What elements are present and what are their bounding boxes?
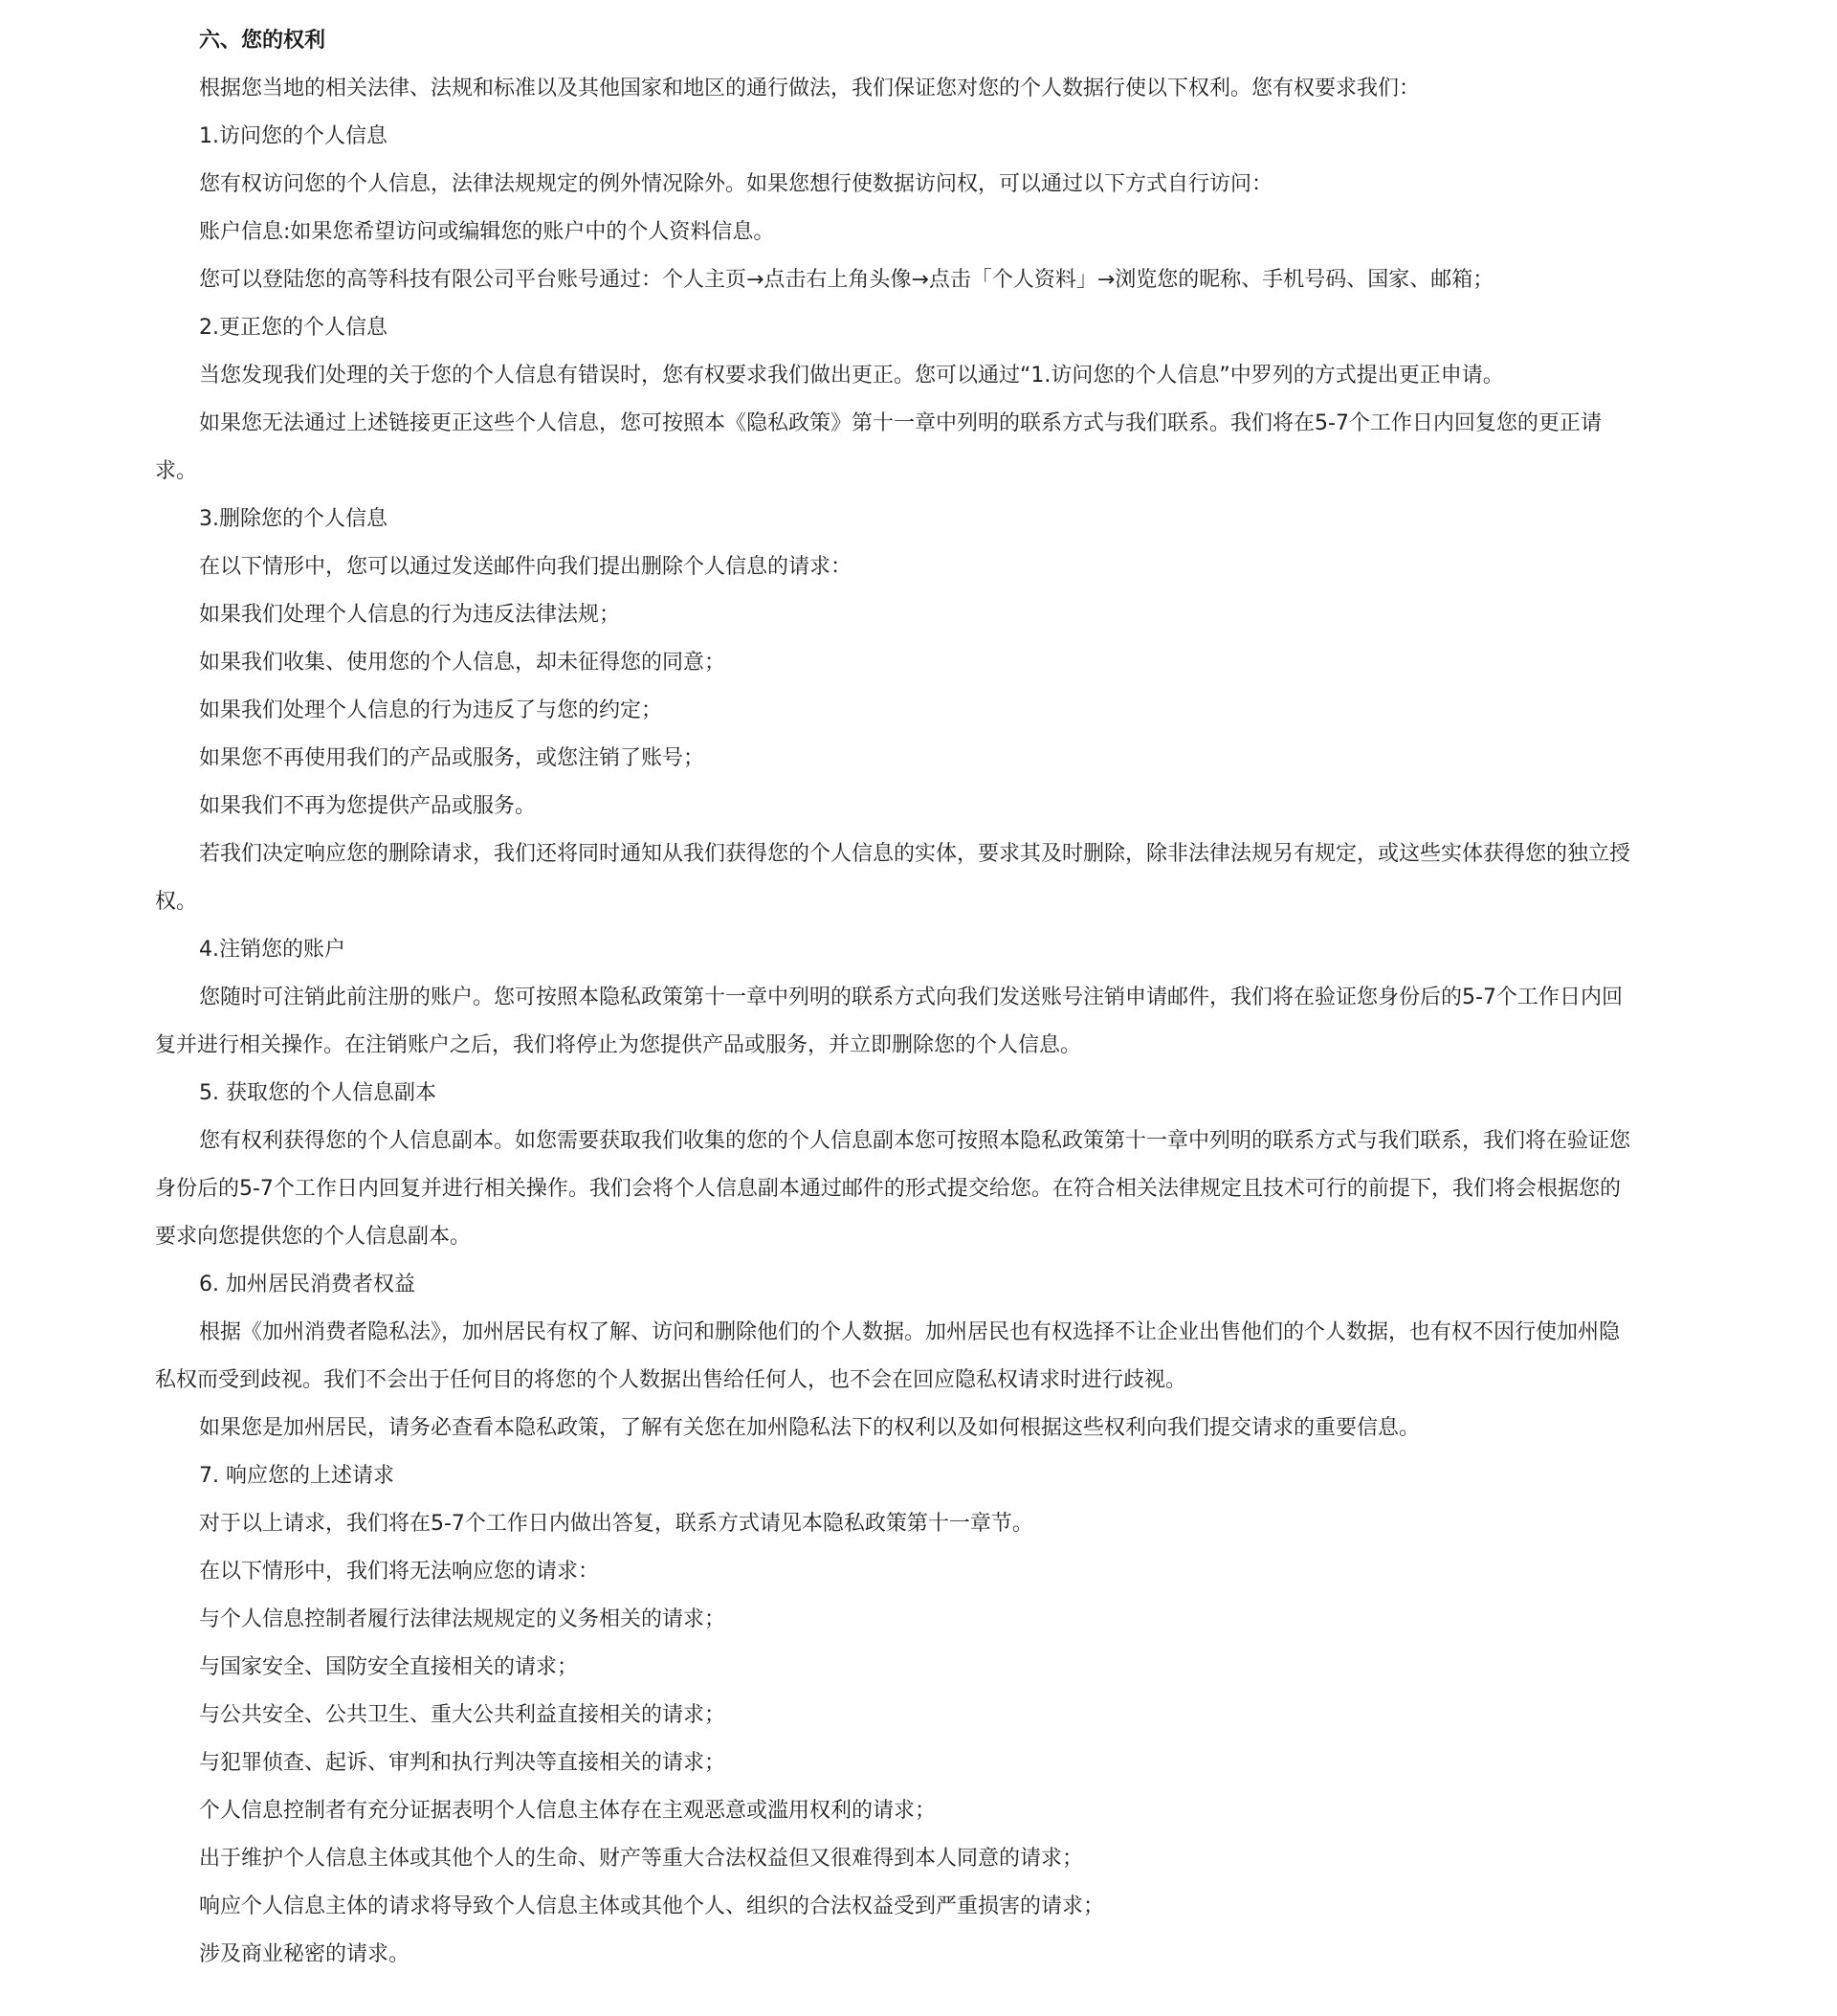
paragraph-line-continued: 求。 [155,459,198,483]
list-item: 与国家安全、国防安全直接相关的请求； [199,1655,579,1679]
paragraph-line-continued: 身份后的5-7个工作日内回复并进行相关操作。我们会将个人信息副本通过邮件的形式提交给您。在符合相关法律规定且技术可行的前提下，我们将会根据您的 [155,1177,1621,1201]
paragraph-line-continued: 复并进行相关操作。在注销账户之后，我们将停止为您提供产品或服务，并立即删除您的个人信息。 [155,1033,1082,1057]
list-item: 涉及商业秘密的请求。 [199,1942,410,1966]
paragraph-line: 在以下情形中，您可以通过发送邮件向我们提出删除个人信息的请求： [199,555,852,579]
list-item: 个人信息控制者有充分证据表明个人信息主体存在主观恶意或滥用权利的请求； [199,1799,937,1823]
paragraph-line: 根据《加州消费者隐私法》，加州居民有权了解、访问和删除他们的个人数据。加州居民也有权选择不让企业出售他们的个人数据，也有权不因行使加州隐 [199,1320,1621,1344]
list-item: 与个人信息控制者履行法律法规规定的义务相关的请求； [199,1607,726,1631]
list-item: 如果我们不再为您提供产品或服务。 [199,794,537,818]
list-item: 与犯罪侦查、起诉、审判和执行判决等直接相关的请求； [199,1751,726,1775]
section-title: 六、您的权利 [199,29,326,53]
list-item: 出于维护个人信息主体或其他个人的生命、财产等重大合法权益但又很难得到本人同意的请求； [199,1847,1084,1871]
paragraph-line-continued: 私权而受到歧视。我们不会出于任何目的将您的个人数据出售给任何人，也不会在回应隐私权请求时进行歧视。 [155,1368,1187,1392]
paragraph-line: 对于以上请求，我们将在5-7个工作日内做出答复，联系方式请见本隐私政策第十一章节。 [199,1512,1033,1536]
paragraph-line-continued: 要求向您提供您的个人信息副本。 [155,1225,472,1249]
subsection-heading-delete: 3.删除您的个人信息 [199,507,387,531]
subsection-heading-access: 1.访问您的个人信息 [199,124,387,148]
document-body [155,17,1671,1979]
paragraph-line: 您有权利获得您的个人信息副本。如您需要获取我们收集的您的个人信息副本您可按照本隐私政策第十一章中列明的联系方式与我们联系，我们将在验证您 [199,1129,1631,1153]
list-item: 如果我们处理个人信息的行为违反法律法规； [199,603,621,627]
paragraph-line: 您可以登陆您的高等科技有限公司平台账号通过：个人主页→点击右上角头像→点击「个人资料」→浏览您的昵称、手机号码、国家、邮箱； [199,268,1494,292]
paragraph-line: 当您发现我们处理的关于您的个人信息有错误时，您有权要求我们做出更正。您可以通过“1.访问您的个人信息”中罗列的方式提出更正申请。 [199,364,1504,388]
list-item: 如果我们处理个人信息的行为违反了与您的约定； [199,698,663,722]
subsection-heading-cancel-account: 4.注销您的账户 [199,938,345,962]
subsection-heading-copy: 5. 获取您的个人信息副本 [199,1081,436,1105]
subsection-heading-response: 7. 响应您的上述请求 [199,1464,394,1488]
subsection-heading-california: 6. 加州居民消费者权益 [199,1273,415,1296]
paragraph-line: 您随时可注销此前注册的账户。您可按照本隐私政策第十一章中列明的联系方式向我们发送账号注销申请邮件，我们将在验证您身份后的5-7个工作日内回 [199,986,1623,1009]
list-item: 与公共安全、公共卫生、重大公共利益直接相关的请求； [199,1703,726,1727]
list-item: 如果我们收集、使用您的个人信息，却未征得您的同意； [199,651,726,675]
paragraph-line: 如果您无法通过上述链接更正这些个人信息，您可按照本《隐私政策》第十一章中列明的联系方式与我们联系。我们将在5-7个工作日内回复您的更正请 [199,411,1602,435]
subsection-heading-correct: 2.更正您的个人信息 [199,316,387,340]
paragraph-line: 在以下情形中，我们将无法响应您的请求： [199,1560,600,1584]
paragraph-line: 如果您是加州居民，请务必查看本隐私政策，了解有关您在加州隐私法下的权利以及如何根据这些权利向我们提交请求的重要信息。 [199,1416,1421,1440]
paragraph-line: 账户信息:如果您希望访问或编辑您的账户中的个人资料信息。 [199,220,775,244]
paragraph-line-continued: 权。 [155,890,198,914]
paragraph-line: 您有权访问您的个人信息，法律法规规定的例外情况除外。如果您想行使数据访问权，可以通过以下方式自行访问： [199,172,1273,196]
list-item: 如果您不再使用我们的产品或服务，或您注销了账号； [199,746,705,770]
paragraph-line: 根据您当地的相关法律、法规和标准以及其他国家和地区的通行做法，我们保证您对您的个人数据行使以下权利。您有权要求我们： [199,77,1421,100]
paragraph-line: 若我们决定响应您的删除请求，我们还将同时通知从我们获得您的个人信息的实体，要求其及时删除，除非法律法规另有规定，或这些实体获得您的独立授 [199,842,1631,866]
list-item: 响应个人信息主体的请求将导致个人信息主体或其他个人、组织的合法权益受到严重损害的请求； [199,1894,1105,1918]
